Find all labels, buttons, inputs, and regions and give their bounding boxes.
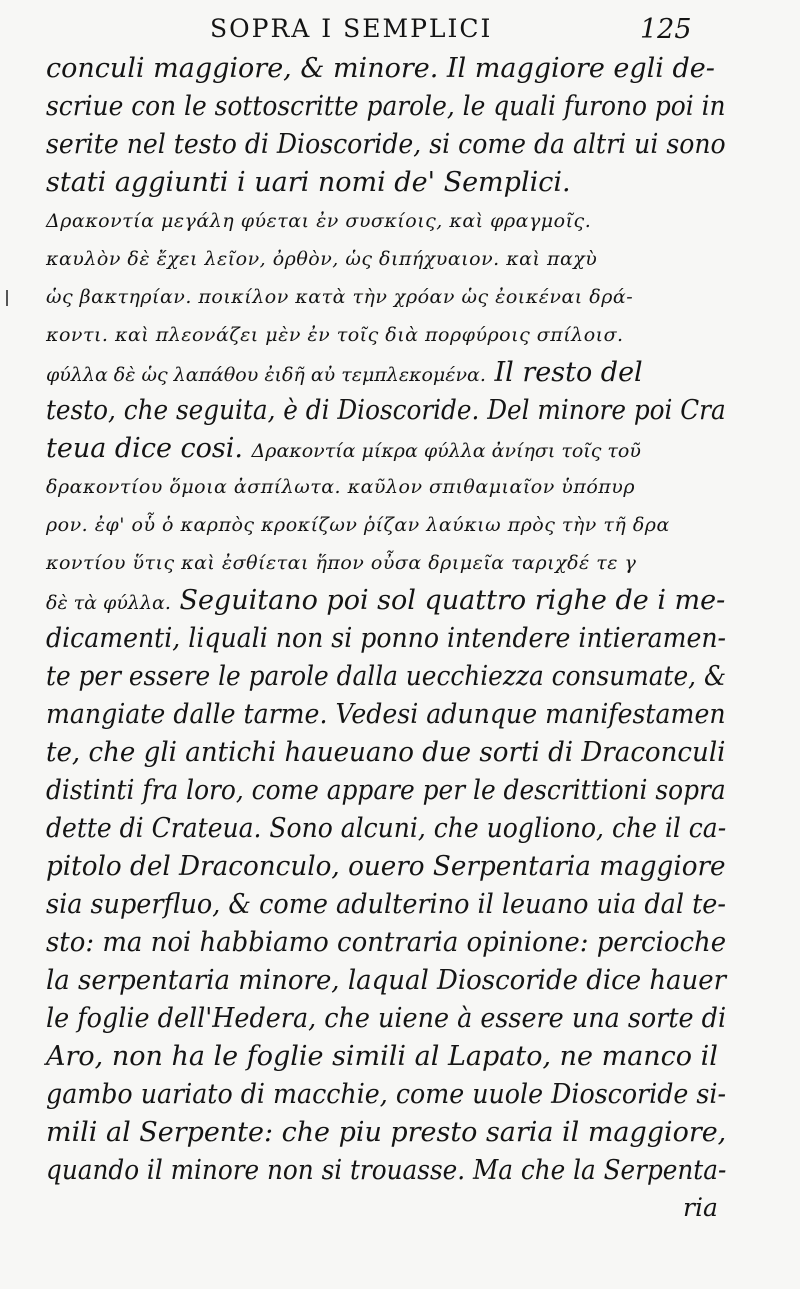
text-line: la serpentaria minore, laqual Dioscoride dice hauer [46, 965, 727, 996]
running-head: SOPRA I SEMPLICI [210, 14, 493, 43]
text-line: mili al Serpente: che piu presto saria il maggiore, [46, 1117, 727, 1148]
text-line: le foglie dell'Hedera, che uiene à essere una sorte di [46, 1003, 727, 1034]
text-line: pitolo del Draconculo, ouero Serpentaria maggiore [46, 851, 726, 882]
catchword: ria [683, 1193, 718, 1222]
text-line: mangiate dalle tarme. Vedesi adunque manifestamen [46, 699, 726, 730]
text-line: dette di Crateua. Sono alcuni, che uogliono, che il ca- [46, 813, 727, 844]
page-header [0, 10, 800, 50]
mixed-line [46, 430, 726, 468]
greek-quotation-line: δρακοντίου ὅμοια ἀσπίλωτα. καῦλον σπιθαμιαῖον ὑπόπυρ [46, 476, 635, 498]
text-line: testo, che seguita, è di Dioscoride. Del minore poi Cra [46, 395, 726, 426]
greek-segment: δὲ τὰ φύλλα. [46, 592, 171, 614]
greek-quotation-line: Δρακοντία μεγάλη φύεται ἐν συσκίοις, καὶ φραγμοῖς. [46, 210, 592, 232]
page-number: 125 [640, 14, 692, 45]
text-line: conculi maggiore, & minore. Il maggiore egli de- [46, 53, 715, 84]
text-line: te, che gli antichi haueuano due sorti di Draconculi [46, 737, 726, 768]
greek-segment: φύλλα δὲ ὡς λαπάθου ἐιδῆ αὐ τεμπλεκομένα. [46, 364, 486, 386]
text-line: gambo uariato di macchie, come uuole Dioscoride si- [46, 1079, 727, 1110]
body-text [46, 50, 726, 1190]
text-line: scriue con le sottoscritte parole, le quali furono poi in [46, 91, 726, 122]
text-line: distinti fra loro, come appare per le descrittioni sopra [46, 775, 726, 806]
mixed-line [46, 354, 726, 392]
text-line: sto: ma noi habbiamo contraria opinione: percioche [46, 927, 727, 958]
text-line: quando il minore non si trouasse. Ma che la Serpenta- [46, 1155, 727, 1186]
greek-quotation-line: κοντι. καὶ πλεονάζει μὲν ἐν τοῖς διὰ πορφύροις σπίλοισ. [46, 324, 624, 346]
mixed-line [46, 582, 726, 620]
text-line: te per essere le parole dalla uecchiezza consumate, & [46, 661, 727, 692]
latin-segment: teua dice cosi. [46, 433, 252, 464]
greek-segment: Δρακοντία μίκρα φύλλα ἀνίησι τοῖς τοῦ [251, 440, 641, 462]
greek-quotation-line: κοντίου ὕτις καὶ ἐσθίεται ἥπον οὖσα δριμεῖα ταριχδέ τε γ [46, 552, 637, 574]
text-line: serite nel testo di Dioscoride, si come da altri ui sono [46, 129, 726, 160]
latin-segment: Seguitano poi sol quattro righe de i me- [170, 585, 726, 616]
greek-quotation-line: καυλὸν δὲ ἔχει λεῖον, ὀρθὸν, ὡς διπήχυαιον. καὶ παχὺ [46, 248, 598, 270]
text-line: sia superfluo, & come adulterino il leuano uia dal te- [46, 889, 726, 920]
text-line: Aro, non ha le foglie simili al Lapato, ne manco il [46, 1041, 718, 1072]
greek-quotation-line: ρον. ἐφ' οὗ ὁ καρπὸς κροκίζων ῥίζαν λαύκιω πρὸς τὴν τῆ δρα [46, 514, 670, 536]
text-line: stati aggiunti i uari nomi de' Semplici. [46, 167, 571, 198]
greek-quotation-line: ὡς βακτηρίαν. ποικίλον κατὰ τὴν χρόαν ὡς ἐοικέναι δρά- [46, 286, 634, 308]
text-line: dicamenti, liquali non si ponno intendere intieramen- [46, 623, 727, 654]
latin-segment: Il resto del [485, 357, 643, 388]
gutter-mark [6, 290, 8, 306]
